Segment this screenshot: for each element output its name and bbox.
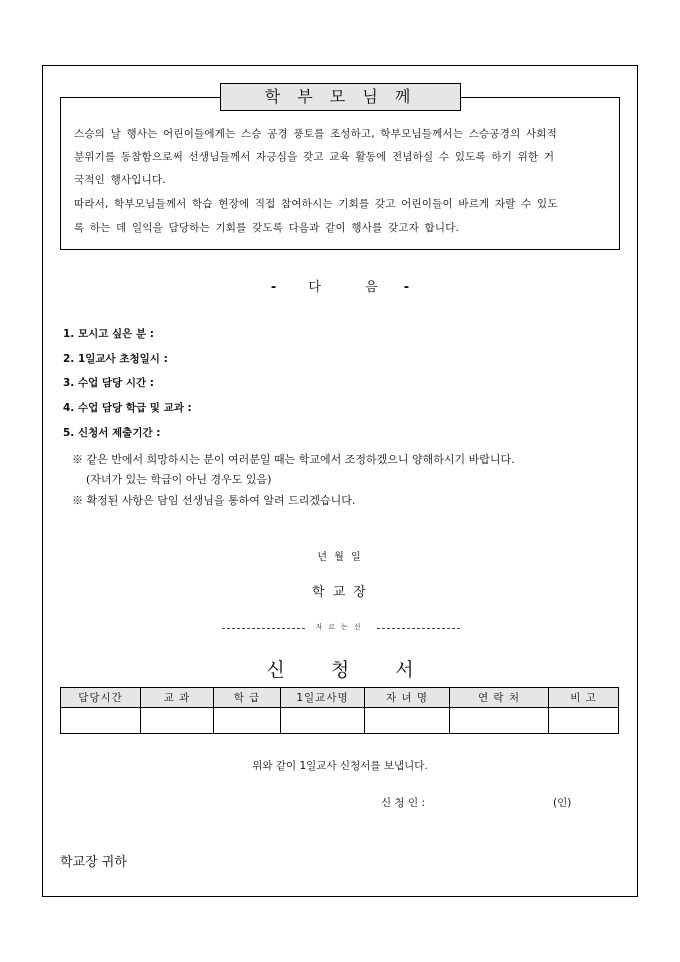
closing-addressee: 학교장 귀하	[60, 855, 127, 870]
intro-line-4: 따라서, 학부모님들께서 학습 현장에 직접 참여하시는 기회를 갖고 어린이들이 바르게 자랄 수 있도	[74, 198, 558, 210]
seal-mark: (인)	[553, 797, 572, 809]
item-invitee: 1. 모시고 싶은 분 :	[63, 328, 154, 340]
notice-title: 학 부 모 님 께	[220, 83, 461, 111]
column-header: 학 급	[214, 688, 281, 708]
cut-line-label: 자르는선	[306, 622, 376, 632]
date-line: 년 월 일	[317, 552, 363, 563]
table-header-row	[61, 688, 619, 708]
form-statement: 위와 같이 1일교사 신청서를 보냅니다.	[252, 760, 428, 772]
application-table	[60, 687, 619, 734]
table-cell[interactable]	[365, 708, 450, 734]
intro-line-3: 국적인 행사입니다.	[74, 174, 166, 186]
note-2: ※ 확정된 사항은 담임 선생님을 통하여 알려 드리겠습니다.	[72, 494, 356, 507]
column-header: 자 녀 명	[365, 688, 450, 708]
column-header: 연 락 처	[450, 688, 549, 708]
form-title: 신 청 서	[266, 659, 434, 681]
heading-dash-right: -	[403, 280, 410, 295]
column-header: 교 과	[141, 688, 214, 708]
column-header: 비 고	[549, 688, 619, 708]
item-schedule: 2. 1일교사 초청일시 :	[63, 353, 168, 365]
heading-word-2: 음	[365, 280, 378, 295]
item-deadline: 5. 신청서 제출기간 :	[63, 427, 161, 439]
heading-word-1: 다	[308, 280, 321, 295]
table-cell[interactable]	[281, 708, 365, 734]
intro-line-1: 스승의 날 행사는 어린이들에게는 스승 공경 풍토를 조성하고, 학부모님들께서는 스승공경의 사회적	[74, 128, 557, 140]
intro-line-2: 분위기를 동참함으로써 선생님들께서 자긍심을 갖고 교육 활동에 전념하실 수 있도록 하기 위한 거	[74, 151, 555, 163]
table-cell[interactable]	[141, 708, 214, 734]
column-header: 담당시간	[61, 688, 141, 708]
item-class-subject: 4. 수업 담당 학급 및 교과 :	[63, 402, 192, 414]
table-cell[interactable]	[214, 708, 281, 734]
item-class-time: 3. 수업 담당 시간 :	[63, 377, 154, 389]
note-1-sub: (자녀가 있는 학급이 아닌 경우도 있음)	[86, 473, 272, 486]
section-heading	[0, 276, 680, 295]
heading-dash-left: -	[270, 280, 277, 295]
note-1: ※ 같은 반에서 희망하시는 분이 여러분일 때는 학교에서 조정하겠으니 양해하시기 바랍니다.	[72, 453, 515, 466]
intro-line-5: 록 하는 데 일익을 담당하는 기회를 갖도록 다음과 같이 행사를 갖고자 합니다.	[74, 222, 460, 234]
column-header: 1일교사명	[281, 688, 365, 708]
table-row	[61, 708, 619, 734]
table-cell[interactable]	[450, 708, 549, 734]
table-cell[interactable]	[549, 708, 619, 734]
table-cell[interactable]	[61, 708, 141, 734]
sender-principal: 학 교 장	[312, 585, 368, 600]
applicant-label: 신 청 인 :	[381, 797, 425, 809]
